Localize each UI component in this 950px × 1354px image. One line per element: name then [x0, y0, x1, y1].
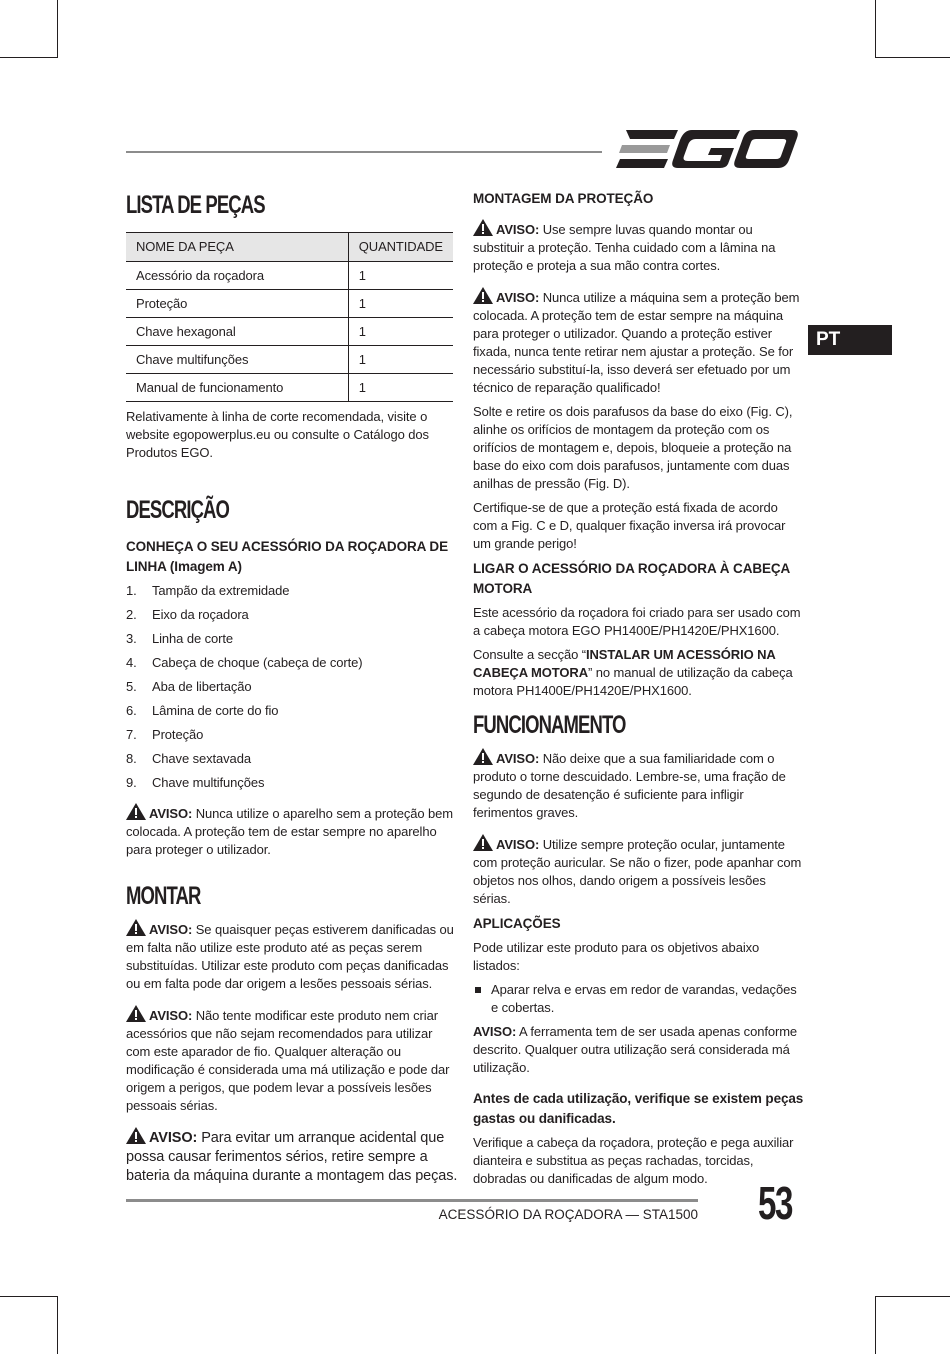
- warning-icon: [126, 1127, 146, 1144]
- warning-paragraph: AVISO: A ferramenta tem de ser usada apenas conforme descrito. Qualquer outra utilização será considerada má utilização.: [473, 1024, 798, 1075]
- list-item: 5. Aba de libertação: [126, 679, 252, 694]
- table-row: [126, 262, 453, 290]
- crop-mark: [57, 1296, 58, 1354]
- ego-logo: [616, 128, 798, 177]
- list-item: 1. Tampão da extremidade: [126, 583, 290, 598]
- table-cell: Manual de funcionamento: [126, 374, 348, 402]
- list-item: 9. Chave multifunções: [126, 775, 265, 790]
- crop-mark: [875, 1296, 876, 1354]
- table-row: [126, 290, 453, 318]
- table-row: [126, 318, 453, 346]
- table-cell: 1: [348, 374, 453, 402]
- check-paragraph: Verifique a cabeça da roçadora, proteção e pega auxiliar dianteira e substitua as peças rachadas, torcidas, dobradas ou danificadas de algum modo.: [473, 1135, 794, 1186]
- check-title: Antes de cada utilização, verifique se existem peças gastas ou danificadas.: [473, 1091, 804, 1126]
- left-column: [126, 190, 458, 1186]
- footer-rule: [126, 1199, 698, 1202]
- table-cell: Chave hexagonal: [126, 318, 348, 346]
- warning-paragraph: AVISO: Não tente modificar este produto nem criar acessórios que não sejam recomendados para utilizar com este aparador de fio. Qualquer alteração ou modificação é considerada uma má utilização e pode dar origem a perigos, que podem levar a possíveis lesões pessoais sérias.: [126, 1005, 458, 1115]
- warning-paragraph: AVISO: Nunca utilize a máquina sem a proteção bem colocada. A proteção tem de estar sempre na máquina para proteger o utilizador. Quando a proteção estiver fixada, nunca tente retirar nem ajustar a proteção. Se for necessário substituí-la, isso deverá ser efetuado por um técnico de reparação qualificado!: [473, 287, 805, 397]
- list-item: 8. Chave sextavada: [126, 751, 251, 766]
- crop-mark: [875, 1296, 950, 1297]
- table-header: NOME DA PEÇA: [126, 233, 348, 262]
- warning-icon: [126, 803, 146, 820]
- operation-title: FUNCIONAMENTO: [473, 711, 626, 739]
- warning-icon: [473, 287, 493, 304]
- connect-title: LIGAR O ACESSÓRIO DA ROÇADORA À CABEÇA MOTORA: [473, 561, 790, 596]
- table-cell: 1: [348, 262, 453, 290]
- list-item: 7. Proteção: [126, 727, 204, 742]
- warning-paragraph: AVISO: Não deixe que a sua familiaridade com o produto o torne descuidado. Lembre-se, uma fração de segundo de desatenção é suficiente para infligir ferimentos graves.: [473, 748, 805, 822]
- table-header-row: [126, 233, 453, 262]
- crop-mark: [875, 0, 876, 58]
- parts-title: LISTA DE PEÇAS: [126, 191, 265, 219]
- warning-icon: [126, 919, 146, 936]
- table-header: QUANTIDADE: [348, 233, 453, 262]
- warning-paragraph: AVISO: Para evitar um arranque acidental que possa causar ferimentos sérios, retire sempre a bateria da máquina durante a montagem das peças.: [126, 1127, 458, 1186]
- list-item: 2. Eixo da roçadora: [126, 607, 249, 622]
- warning-icon: [473, 219, 493, 236]
- applications-title: APLICAÇÕES: [473, 916, 561, 931]
- list-item: 4. Cabeça de choque (cabeça de corte): [126, 655, 363, 670]
- guard-paragraph: Solte e retire os dois parafusos da base do eixo (Fig. C), alinhe os orifícios de montagem da proteção com os orifícios de montagem e, depois, bloqueie a proteção na base do eixo com dois parafusos, juntamente com duas anilhas de pressão (Fig. D).: [473, 404, 793, 491]
- guard-paragraph: Certifique-se de que a proteção está fixada de acordo com a Fig. C e D, qualquer fixação inversa irá provocar um grande perigo!: [473, 500, 786, 551]
- bullet-icon: [475, 987, 481, 993]
- crop-mark: [875, 57, 950, 58]
- table-cell: 1: [348, 290, 453, 318]
- warning-icon: [126, 1005, 146, 1022]
- crop-mark: [57, 0, 58, 58]
- warning-paragraph: AVISO: Use sempre luvas quando montar ou substituir a proteção. Tenha cuidado com a lâmina na proteção e proteja a sua mão contra cortes.: [473, 219, 805, 275]
- footer-text: ACESSÓRIO DA ROÇADORA — STA1500: [438, 1207, 698, 1222]
- crop-mark: [0, 1296, 58, 1297]
- list-item: 6. Lâmina de corte do fio: [126, 703, 279, 718]
- table-cell: Proteção: [126, 290, 348, 318]
- page-number: 53: [758, 1177, 792, 1229]
- table-row: [126, 374, 453, 402]
- table-row: [126, 346, 453, 374]
- list-item: 3. Linha de corte: [126, 631, 233, 646]
- table-cell: Chave multifunções: [126, 346, 348, 374]
- table-cell: Acessório da roçadora: [126, 262, 348, 290]
- connect-paragraph: Consulte a secção “INSTALAR UM ACESSÓRIO NA CABEÇA MOTORA” no manual de utilização da cabeça motora PH1400E/PH1420E/PHX1600.: [473, 647, 793, 698]
- right-column: [473, 189, 805, 1188]
- language-tab: PT: [808, 325, 892, 355]
- table-cell: 1: [348, 346, 453, 374]
- header-rule: [126, 151, 602, 153]
- warning-paragraph: AVISO: Utilize sempre proteção ocular, juntamente com proteção auricular. Se não o fizer, pode apanhar com objetos nos olhos, dando origem a possíveis lesões sérias.: [473, 834, 805, 908]
- warning-icon: [473, 748, 493, 765]
- guard-title: MONTAGEM DA PROTEÇÃO: [473, 191, 654, 206]
- description-subtitle: CONHEÇA O SEU ACESSÓRIO DA ROÇADORA DE LINHA (Imagem A): [126, 539, 448, 574]
- connect-paragraph: Este acessório da roçadora foi criado para ser usado com a cabeça motora EGO PH1400E/PH1420E/PHX1600.: [473, 605, 801, 638]
- list-item: Aparar relva e ervas em redor de varandas, vedações e cobertas.: [473, 981, 805, 1017]
- description-title: DESCRIÇÃO: [126, 496, 230, 524]
- parts-note: Relativamente à linha de corte recomendada, visite o website egopowerplus.eu ou consulte o Catálogo dos Produtos EGO.: [126, 409, 429, 460]
- crop-mark: [0, 57, 58, 58]
- applications-paragraph: Pode utilizar este produto para os objetivos abaixo listados:: [473, 940, 760, 973]
- parts-list: [126, 579, 458, 795]
- warning-paragraph: AVISO: Nunca utilize o aparelho sem a proteção bem colocada. A proteção tem de estar sempre no aparelho para proteger o utilizador.: [126, 803, 458, 859]
- table-cell: 1: [348, 318, 453, 346]
- parts-table: [126, 232, 453, 402]
- warning-paragraph: AVISO: Se quaisquer peças estiverem danificadas ou em falta não utilize este produto até as peças serem substituídas. Utilizar este produto com peças danificadas ou em falta pode dar origem a lesões pessoais sérias.: [126, 919, 458, 993]
- warning-icon: [473, 834, 493, 851]
- assemble-title: MONTAR: [126, 882, 201, 910]
